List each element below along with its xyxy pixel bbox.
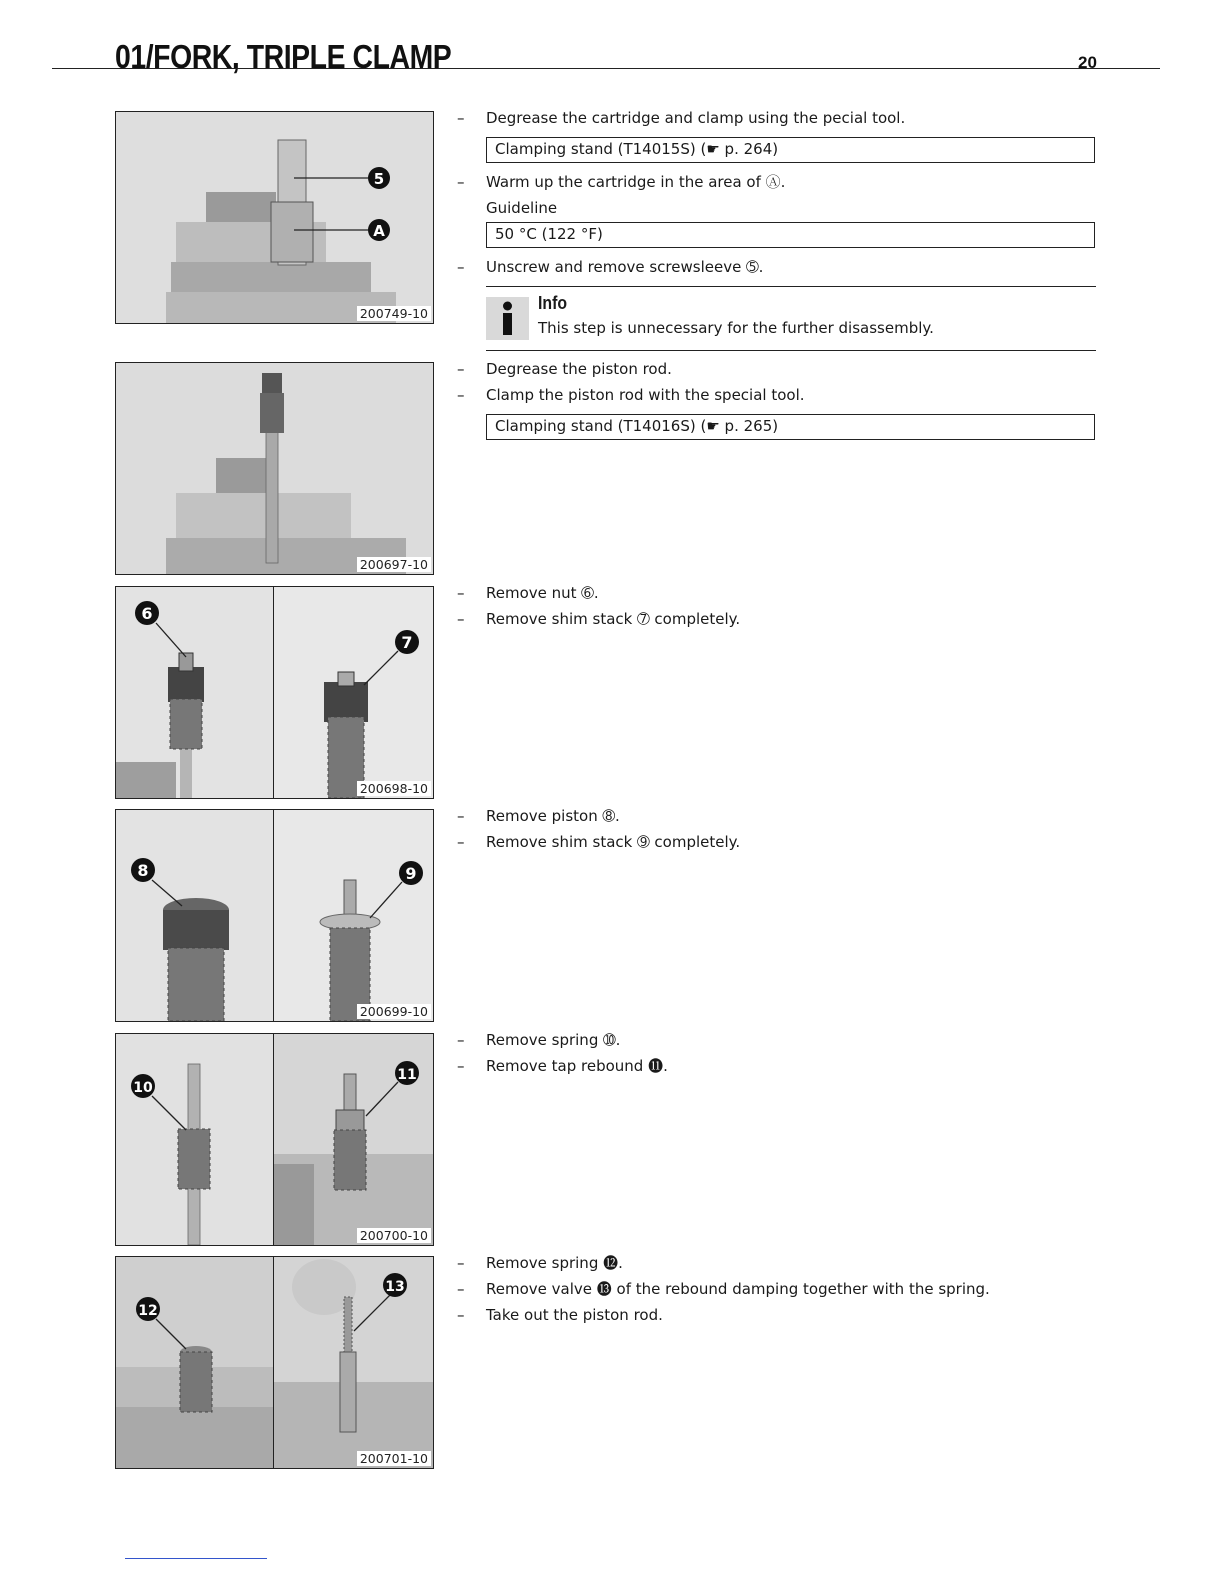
callout-8: 8 (137, 861, 149, 880)
callout-A: A (373, 222, 385, 240)
callout-12: 12 (138, 1303, 158, 1319)
figure-panel-left (116, 1257, 274, 1468)
footer-link-line (125, 1558, 267, 1559)
info-icon (486, 297, 529, 340)
figure-panel-right (274, 1257, 433, 1468)
guideline-box: 50 °C (122 °F) (486, 222, 1095, 248)
figure-panel-right (274, 810, 433, 1021)
tool-box: Clamping stand (T14015S) (☛ p. 264) (486, 137, 1095, 163)
figure-code: 200749-10 (357, 306, 431, 321)
info-text: This step is unnecessary for the further disassembly. (538, 319, 934, 337)
tool-box: Clamping stand (T14016S) (☛ p. 265) (486, 414, 1095, 440)
figure-piston-rod-clamp (115, 362, 434, 575)
piston-rod-photo-illustration (116, 363, 433, 574)
callout-9: 9 (405, 864, 417, 883)
figure-code: 200700-10 (357, 1228, 431, 1243)
figure-panel-left (116, 1034, 274, 1245)
figure-nut-shim-stack (115, 586, 434, 799)
figure-panel-right (274, 587, 433, 798)
header-rule (52, 68, 1160, 69)
figure-code: 200697-10 (357, 557, 431, 572)
cartridge-photo-illustration (116, 112, 433, 323)
callout-10: 10 (133, 1080, 153, 1096)
figure-panel-left (116, 810, 274, 1021)
figure-spring-tap-rebound (115, 1033, 434, 1246)
figure-panel-right (274, 1034, 433, 1245)
figure-spring-valve (115, 1256, 434, 1469)
page-title: 01/FORK, TRIPLE CLAMP (115, 38, 452, 75)
guideline-label: Guideline (486, 199, 558, 217)
figure-code: 200701-10 (357, 1451, 431, 1466)
info-title: Info (538, 293, 568, 313)
figure-code: 200699-10 (357, 1004, 431, 1019)
info-top-rule (486, 286, 1096, 287)
figure-code: 200698-10 (357, 781, 431, 796)
page-number: 20 (1078, 53, 1097, 72)
callout-7: 7 (401, 633, 413, 652)
figure-panel-left (116, 587, 274, 798)
callout-5: 5 (373, 170, 385, 188)
callout-6: 6 (141, 604, 153, 623)
figure-piston-shim-stack (115, 809, 434, 1022)
info-bottom-rule (486, 350, 1096, 351)
figure-cartridge-clamp (115, 111, 434, 324)
callout-11: 11 (397, 1067, 417, 1083)
callout-13: 13 (385, 1279, 405, 1295)
